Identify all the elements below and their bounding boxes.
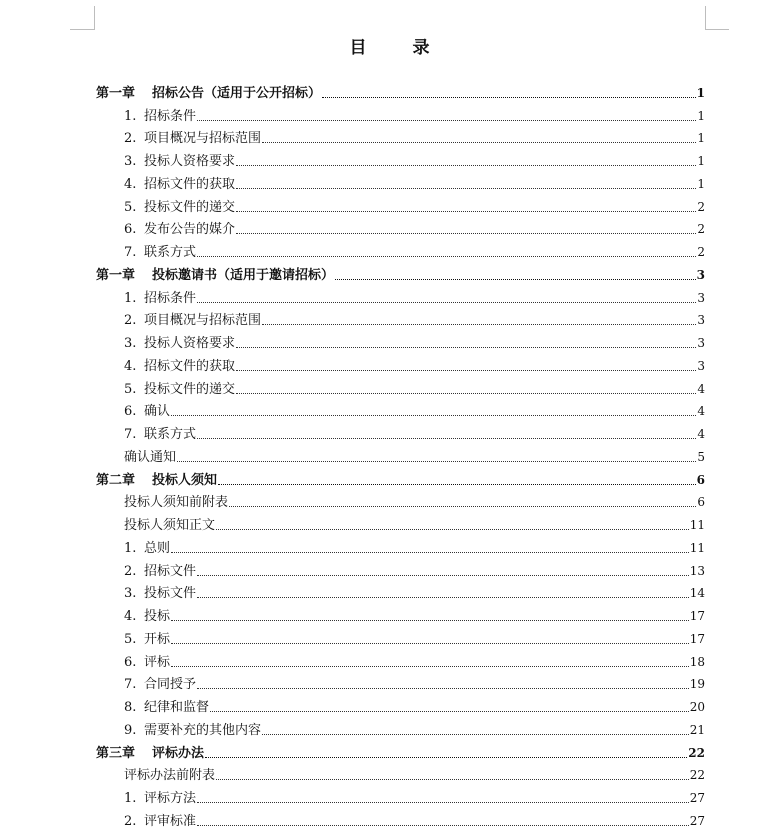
dot-leader: [218, 483, 696, 485]
toc-entry-label: [124, 791, 196, 806]
toc-entry-text: 投标人须知正文: [124, 518, 216, 533]
toc-page-number: 27: [689, 813, 705, 828]
dot-leader: [197, 824, 689, 826]
toc-item-entry[interactable]: [96, 715, 705, 738]
toc-entry-number: 1.: [124, 290, 137, 306]
toc-entry-label: [124, 177, 235, 192]
toc-page-number: 11: [689, 540, 705, 555]
toc-item-entry[interactable]: [96, 328, 705, 351]
dot-leader: [262, 141, 696, 143]
toc-title: 目 录: [349, 38, 450, 58]
dot-leader: [171, 551, 689, 553]
toc-chapter-entry[interactable]: [96, 738, 705, 761]
dot-leader: [335, 278, 696, 280]
toc-entry-text: 招标文件的获取: [144, 358, 236, 374]
toc-entry-number: 4.: [124, 358, 137, 374]
toc-item-entry[interactable]: [96, 556, 705, 579]
toc-page-number: 19: [689, 677, 705, 692]
toc-entry-number: 第一章: [96, 267, 136, 283]
toc-entry-label: [124, 495, 228, 510]
toc-page-number: 11: [689, 518, 705, 532]
toc-entry-text: 总则: [144, 540, 171, 556]
dot-leader: [197, 119, 696, 121]
toc-entry-number: 2.: [124, 813, 137, 829]
toc-entry-text: 招标文件的获取: [144, 176, 236, 192]
toc-page-number: 17: [689, 631, 705, 646]
dot-leader: [197, 596, 689, 598]
toc-entry-text: 项目概况与招标范围: [144, 131, 262, 147]
toc-page-number: 21: [689, 722, 705, 737]
toc-page-number: 4: [697, 427, 705, 441]
toc-entry-text: 招标条件: [144, 290, 197, 306]
toc-item-entry[interactable]: [96, 237, 705, 260]
crop-mark-top-right: [705, 6, 729, 30]
toc-entry-label: [124, 313, 261, 328]
toc-item-entry[interactable]: [96, 806, 705, 829]
dot-leader: [236, 164, 696, 166]
toc-page-number: 4: [697, 404, 705, 419]
toc-entry-text: 投标邀请书（适用于邀请招标）: [152, 267, 335, 283]
toc-entry-label: [124, 427, 196, 442]
toc-item-entry[interactable]: [96, 124, 705, 147]
toc-entry-label: [124, 222, 235, 237]
toc-entry-text: 招标公告（适用于公开招标）: [152, 85, 322, 101]
toc-entry-label: [124, 131, 261, 146]
toc-entry-label: [124, 564, 196, 579]
dot-leader: [197, 801, 689, 803]
toc-entry-text: 评标方法: [144, 791, 197, 806]
toc-entry-text: 评审标准: [144, 813, 197, 829]
toc-item-entry[interactable]: [96, 397, 705, 420]
toc-entry-number: 3.: [124, 154, 137, 169]
toc-entry-number: 7.: [124, 677, 137, 693]
toc-entry-label: [124, 677, 196, 692]
toc-item-entry[interactable]: [96, 761, 705, 784]
toc-entry-number: 6.: [124, 222, 137, 238]
dot-leader: [177, 460, 696, 462]
toc-entry-text: 投标人须知: [152, 472, 218, 488]
toc-entry-text: 招标条件: [144, 108, 197, 124]
dot-leader: [197, 301, 696, 303]
toc-page-number: 2: [697, 199, 705, 214]
toc-entry-label: [96, 268, 334, 283]
toc-page-number: 4: [697, 381, 705, 396]
toc-entry-number: 5.: [124, 199, 137, 215]
dot-leader: [197, 574, 689, 576]
toc-item-entry[interactable]: [96, 419, 705, 442]
toc-item-entry[interactable]: [96, 169, 705, 192]
toc-page-number: 1: [697, 131, 705, 146]
toc-page-number: 3: [696, 267, 705, 282]
toc-item-entry[interactable]: [96, 510, 705, 533]
toc-page-number: 17: [689, 609, 705, 623]
toc-entry-label: [124, 359, 235, 374]
toc-item-entry[interactable]: [96, 488, 705, 511]
toc-entry-label: [96, 86, 321, 101]
crop-mark-top-left: [70, 6, 95, 30]
toc-entry-text: 需要补充的其他内容: [144, 722, 262, 738]
toc-entry-label: [124, 541, 170, 556]
toc-page-number: 13: [689, 563, 705, 578]
dot-leader: [210, 710, 689, 712]
dot-leader: [236, 187, 696, 189]
toc-entry-text: 评标办法前附表: [124, 768, 216, 784]
toc-entry-number: 7.: [124, 427, 137, 442]
toc-entry-label: [124, 655, 170, 670]
toc-entry-label: [124, 632, 170, 647]
toc-page-number: 18: [689, 654, 705, 669]
toc-entry-text: 投标人须知前附表: [124, 495, 229, 511]
dot-leader: [216, 528, 689, 530]
toc-entry-text: 确认通知: [124, 449, 177, 465]
toc-entry-number: 4.: [124, 176, 137, 192]
toc-page-number: 22: [688, 745, 705, 760]
toc-entry-text: 开标: [144, 631, 171, 647]
toc-entry-text: 招标文件: [144, 563, 197, 579]
toc-entry-number: 3.: [124, 336, 137, 351]
dot-leader: [322, 96, 696, 98]
toc-page-number: 14: [689, 586, 705, 601]
toc-entry-text: 评标: [144, 654, 171, 670]
toc-item-entry[interactable]: [96, 624, 705, 647]
toc-entry-text: 投标文件: [144, 586, 197, 602]
toc-entry-number: 3.: [124, 586, 137, 602]
toc-entry-label: [96, 746, 204, 761]
toc-entry-text: 投标人资格要求: [144, 154, 236, 169]
toc-item-entry[interactable]: [96, 215, 705, 238]
toc-entry-label: [124, 723, 261, 738]
dot-leader: [229, 505, 696, 507]
toc-chapter-entry[interactable]: [96, 78, 705, 101]
toc-entry-text: 项目概况与招标范围: [144, 313, 262, 329]
toc-item-entry[interactable]: [96, 306, 705, 329]
toc-page-number: 27: [689, 791, 705, 805]
toc-entry-label: [124, 336, 235, 351]
toc-page-number: 3: [697, 290, 705, 305]
toc-entry-label: [124, 404, 170, 419]
toc-entry-number: 6.: [124, 654, 137, 670]
toc-page-number: 20: [689, 700, 705, 714]
toc-entry-label: [124, 154, 235, 169]
toc-item-entry[interactable]: [96, 533, 705, 556]
toc-chapter-entry[interactable]: [96, 465, 705, 488]
toc-entry-text: 发布公告的媒介: [144, 222, 236, 238]
toc-item-entry[interactable]: [96, 146, 705, 169]
toc-chapter-entry[interactable]: [96, 260, 705, 283]
toc-item-entry[interactable]: [96, 783, 705, 806]
toc-entry-label: [124, 518, 215, 533]
toc-entry-number: 2.: [124, 313, 137, 329]
toc-entry-text: 投标文件的递交: [144, 199, 236, 215]
toc-item-entry[interactable]: [96, 283, 705, 306]
toc-item-entry[interactable]: [96, 351, 705, 374]
dot-leader: [197, 687, 689, 689]
toc-page-number: 22: [689, 768, 705, 783]
toc-item-entry[interactable]: [96, 601, 705, 624]
dot-leader: [197, 255, 696, 257]
toc-item-entry[interactable]: [96, 647, 705, 670]
toc-page-number: 3: [697, 358, 705, 373]
dot-leader: [262, 733, 689, 735]
toc-item-entry[interactable]: [96, 374, 705, 397]
toc-page-number: 3: [697, 336, 705, 350]
toc-entry-text: 投标文件的递交: [144, 381, 236, 397]
toc-entry-number: 6.: [124, 404, 137, 420]
dot-leader: [236, 369, 696, 371]
toc-entry-text: 评标办法: [152, 745, 205, 761]
toc-entry-number: 9.: [124, 722, 137, 738]
toc-entry-label: [124, 382, 235, 397]
dot-leader: [171, 642, 689, 644]
dot-leader: [236, 210, 696, 212]
toc-entry-number: 7.: [124, 245, 137, 260]
dot-leader: [236, 232, 696, 234]
toc-page-number: 1: [697, 108, 705, 123]
toc-entry-label: [124, 200, 235, 215]
dot-leader: [197, 437, 696, 439]
dot-leader: [236, 346, 696, 348]
toc-entry-number: 1.: [124, 108, 137, 124]
toc-entry-number: 第二章: [96, 472, 136, 488]
toc-entry-number: 4.: [124, 609, 137, 624]
dot-leader: [205, 756, 687, 758]
toc-entry-text: 纪律和监督: [144, 700, 210, 715]
toc-page-number: 6: [696, 472, 705, 487]
toc-entry-label: [96, 473, 217, 488]
toc-entry-number: 5.: [124, 381, 137, 397]
toc-entry-text: 合同授予: [144, 677, 197, 693]
toc-entry-number: 第三章: [96, 745, 136, 761]
toc-entry-number: 1.: [124, 791, 137, 806]
toc-page-number: 6: [697, 495, 705, 510]
toc-page-number: 1: [697, 154, 705, 168]
toc-entry-label: [124, 245, 196, 260]
dot-leader: [171, 414, 696, 416]
toc-entry-text: 投标: [144, 609, 171, 624]
toc-entry-number: 第一章: [96, 85, 136, 101]
dot-leader: [171, 665, 689, 667]
toc-entry-number: 5.: [124, 631, 137, 647]
table-of-contents: [96, 78, 705, 829]
toc-entry-text: 联系方式: [144, 427, 197, 442]
toc-entry-label: [124, 768, 215, 783]
toc-item-entry[interactable]: [96, 670, 705, 693]
toc-entry-label: [124, 609, 170, 624]
toc-page-number: 5: [697, 449, 705, 464]
toc-page-number: 1: [697, 176, 705, 191]
toc-entry-label: [124, 109, 196, 124]
toc-page-number: 3: [697, 313, 705, 328]
dot-leader: [171, 619, 689, 621]
toc-page-number: 1: [696, 85, 705, 100]
toc-entry-number: 8.: [124, 700, 137, 715]
toc-page-number: 2: [697, 245, 705, 259]
toc-entry-number: 2.: [124, 563, 137, 579]
toc-entry-label: [124, 586, 196, 601]
toc-entry-number: 2.: [124, 131, 137, 147]
toc-entry-text: 确认: [144, 404, 171, 420]
toc-item-entry[interactable]: [96, 192, 705, 215]
toc-entry-label: [124, 450, 176, 465]
toc-item-entry[interactable]: [96, 579, 705, 602]
toc-entry-text: 联系方式: [144, 245, 197, 260]
toc-entry-label: [124, 814, 196, 829]
toc-entry-label: [124, 291, 196, 306]
toc-item-entry[interactable]: [96, 101, 705, 124]
toc-entry-label: [124, 700, 209, 715]
toc-page-number: 2: [697, 222, 705, 237]
toc-entry-number: 1.: [124, 540, 137, 556]
toc-item-entry[interactable]: [96, 692, 705, 715]
toc-item-entry[interactable]: [96, 442, 705, 465]
toc-entry-text: 投标人资格要求: [144, 336, 236, 351]
dot-leader: [236, 392, 696, 394]
dot-leader: [216, 778, 689, 780]
dot-leader: [262, 323, 696, 325]
